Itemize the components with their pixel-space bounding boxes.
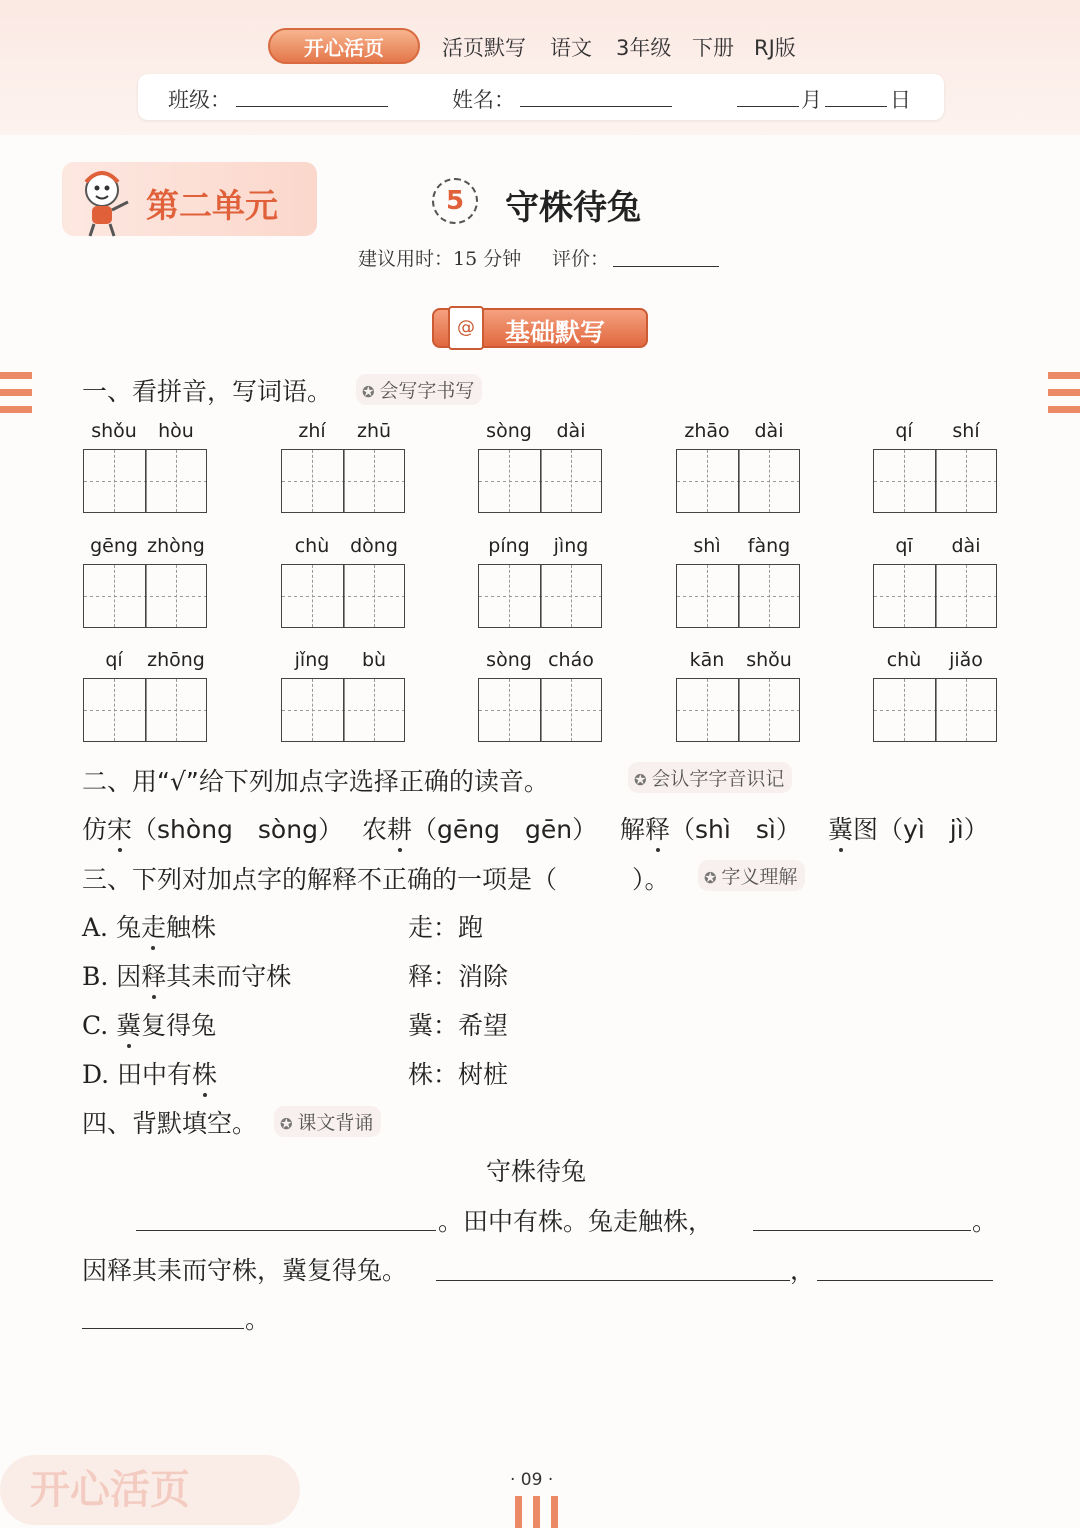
- pinyin-label: zhū: [356, 420, 392, 442]
- day-field[interactable]: [825, 106, 887, 107]
- poem-line3-end: 。: [245, 1305, 271, 1334]
- pinyin-label: qí: [105, 649, 123, 671]
- blank-2[interactable]: [753, 1230, 971, 1231]
- writing-box[interactable]: [83, 449, 207, 513]
- series-label: 活页默写: [442, 36, 526, 60]
- q3-title: 三、下列对加点字的解释不正确的一项是（ ）。: [82, 865, 670, 894]
- pinyin-label: jǐng: [294, 649, 330, 671]
- unit-title: 第二单元: [146, 186, 278, 225]
- pinyin-label: jìng: [553, 535, 589, 557]
- writing-box[interactable]: [281, 564, 405, 628]
- blank-1[interactable]: [136, 1230, 436, 1231]
- volume-label: 下册: [692, 36, 734, 60]
- q2-item-2[interactable]: 农耕（gēng gēn）: [362, 815, 598, 844]
- poem-line1-mid: 。田中有株。兔走触株，: [438, 1207, 714, 1236]
- q2-tag: ✪ 会认字字音识记: [628, 762, 792, 793]
- q3-option-a[interactable]: A. 兔走触株: [82, 913, 216, 942]
- q3-meaning-c: 冀：希望: [408, 1011, 509, 1040]
- pinyin-label: zhōng: [147, 649, 205, 671]
- month-label: 月: [801, 88, 822, 112]
- pinyin-label: dòng: [350, 535, 398, 557]
- q1-tag: ✪ 会写字书写: [356, 374, 482, 405]
- pinyin-label: zhòng: [147, 535, 205, 557]
- writing-box[interactable]: [83, 678, 207, 742]
- pinyin-label: kān: [689, 649, 725, 671]
- lesson-title: 守株待兔: [505, 188, 641, 228]
- pinyin-label: sòng: [486, 649, 532, 671]
- section-banner-text: 基础默写: [505, 318, 606, 347]
- pinyin-label: dài: [556, 420, 586, 442]
- subject-label: 语文: [550, 36, 592, 60]
- q2-item-3[interactable]: 解释（shì sì）: [620, 815, 801, 844]
- pinyin-label: píng: [488, 535, 530, 557]
- q2-item-4[interactable]: 冀图（yì jì）: [828, 815, 989, 844]
- name-label: 姓名：: [452, 88, 515, 112]
- pinyin-label: sòng: [486, 420, 532, 442]
- q4-tag: ✪ 课文背诵: [274, 1106, 381, 1137]
- time-hint: 建议用时：15 分钟: [358, 248, 522, 270]
- brand-logo: 开心活页: [268, 28, 420, 64]
- poem-line2-comma: ，: [790, 1256, 816, 1285]
- blank-3[interactable]: [436, 1280, 790, 1281]
- pinyin-label: qī: [895, 535, 913, 557]
- class-label: 班级：: [168, 88, 231, 112]
- pinyin-label: bù: [361, 649, 387, 671]
- pinyin-label: gēng: [90, 535, 138, 557]
- footer-watermark: 开心活页: [0, 1455, 300, 1525]
- pinyin-label: jiǎo: [949, 649, 983, 671]
- writing-box[interactable]: [478, 678, 602, 742]
- pinyin-label: zhāo: [684, 420, 730, 442]
- left-edge-marks: [0, 372, 32, 423]
- month-field[interactable]: [737, 106, 799, 107]
- q3-option-c[interactable]: C. 冀复得兔: [82, 1011, 217, 1040]
- q3-option-d[interactable]: D. 田中有株: [82, 1060, 218, 1089]
- pinyin-label: chù: [294, 535, 330, 557]
- writing-box[interactable]: [676, 449, 800, 513]
- poem-title: 守株待兔: [486, 1157, 587, 1186]
- q2-title: 二、用“√”给下列加点字选择正确的读音。: [82, 767, 549, 796]
- eval-field[interactable]: [613, 266, 719, 267]
- q3-meaning-b: 释：消除: [408, 962, 509, 991]
- writing-box[interactable]: [478, 449, 602, 513]
- q3-tag: ✪ 字义理解: [698, 860, 805, 891]
- class-field[interactable]: [236, 106, 388, 107]
- bottom-edge-marks: [515, 1496, 569, 1528]
- writing-box[interactable]: [676, 564, 800, 628]
- writing-box[interactable]: [83, 564, 207, 628]
- q3-option-b[interactable]: B. 因释其耒而守株: [82, 962, 292, 991]
- pinyin-label: qí: [895, 420, 913, 442]
- q3-meaning-d: 株：树桩: [408, 1060, 509, 1089]
- blank-4[interactable]: [817, 1280, 993, 1281]
- right-edge-marks: [1048, 372, 1080, 423]
- writing-box[interactable]: [873, 449, 997, 513]
- pinyin-label: shí: [952, 420, 980, 442]
- pinyin-label: cháo: [548, 649, 594, 671]
- q3-meaning-a: 走：跑: [408, 913, 484, 942]
- writing-box[interactable]: [873, 564, 997, 628]
- blank-5[interactable]: [82, 1328, 244, 1329]
- poem-line1-end: 。: [972, 1207, 998, 1236]
- at-sign-icon: @: [448, 306, 484, 350]
- q1-title: 一、看拼音，写词语。: [82, 377, 333, 406]
- eval-label: 评价：: [552, 248, 610, 270]
- pinyin-label: chù: [886, 649, 922, 671]
- pinyin-label: dài: [951, 535, 981, 557]
- pinyin-label: shǒu: [746, 649, 792, 671]
- writing-box[interactable]: [478, 564, 602, 628]
- pinyin-label: hòu: [158, 420, 194, 442]
- pinyin-label: fàng: [747, 535, 791, 557]
- pinyin-label: shì: [693, 535, 721, 557]
- q2-item-1[interactable]: 仿宋（shòng sòng）: [82, 815, 343, 844]
- pinyin-label: dài: [754, 420, 784, 442]
- pinyin-label: shǒu: [91, 420, 137, 442]
- writing-box[interactable]: [281, 449, 405, 513]
- name-field[interactable]: [520, 106, 672, 107]
- poem-line2-start: 因释其耒而守株，冀复得兔。: [82, 1256, 408, 1285]
- lesson-number: 5: [432, 178, 478, 224]
- day-label: 日: [890, 88, 911, 112]
- mascot-icon: [68, 166, 140, 238]
- grade-label: 3年级: [616, 36, 672, 60]
- writing-box[interactable]: [676, 678, 800, 742]
- page-number: · 09 ·: [510, 1470, 554, 1490]
- student-info-bar: [138, 74, 944, 120]
- q4-title: 四、背默填空。: [82, 1109, 258, 1138]
- writing-box[interactable]: [281, 678, 405, 742]
- pinyin-label: zhí: [298, 420, 326, 442]
- writing-box[interactable]: [873, 678, 997, 742]
- edition-label: RJ版: [754, 36, 796, 60]
